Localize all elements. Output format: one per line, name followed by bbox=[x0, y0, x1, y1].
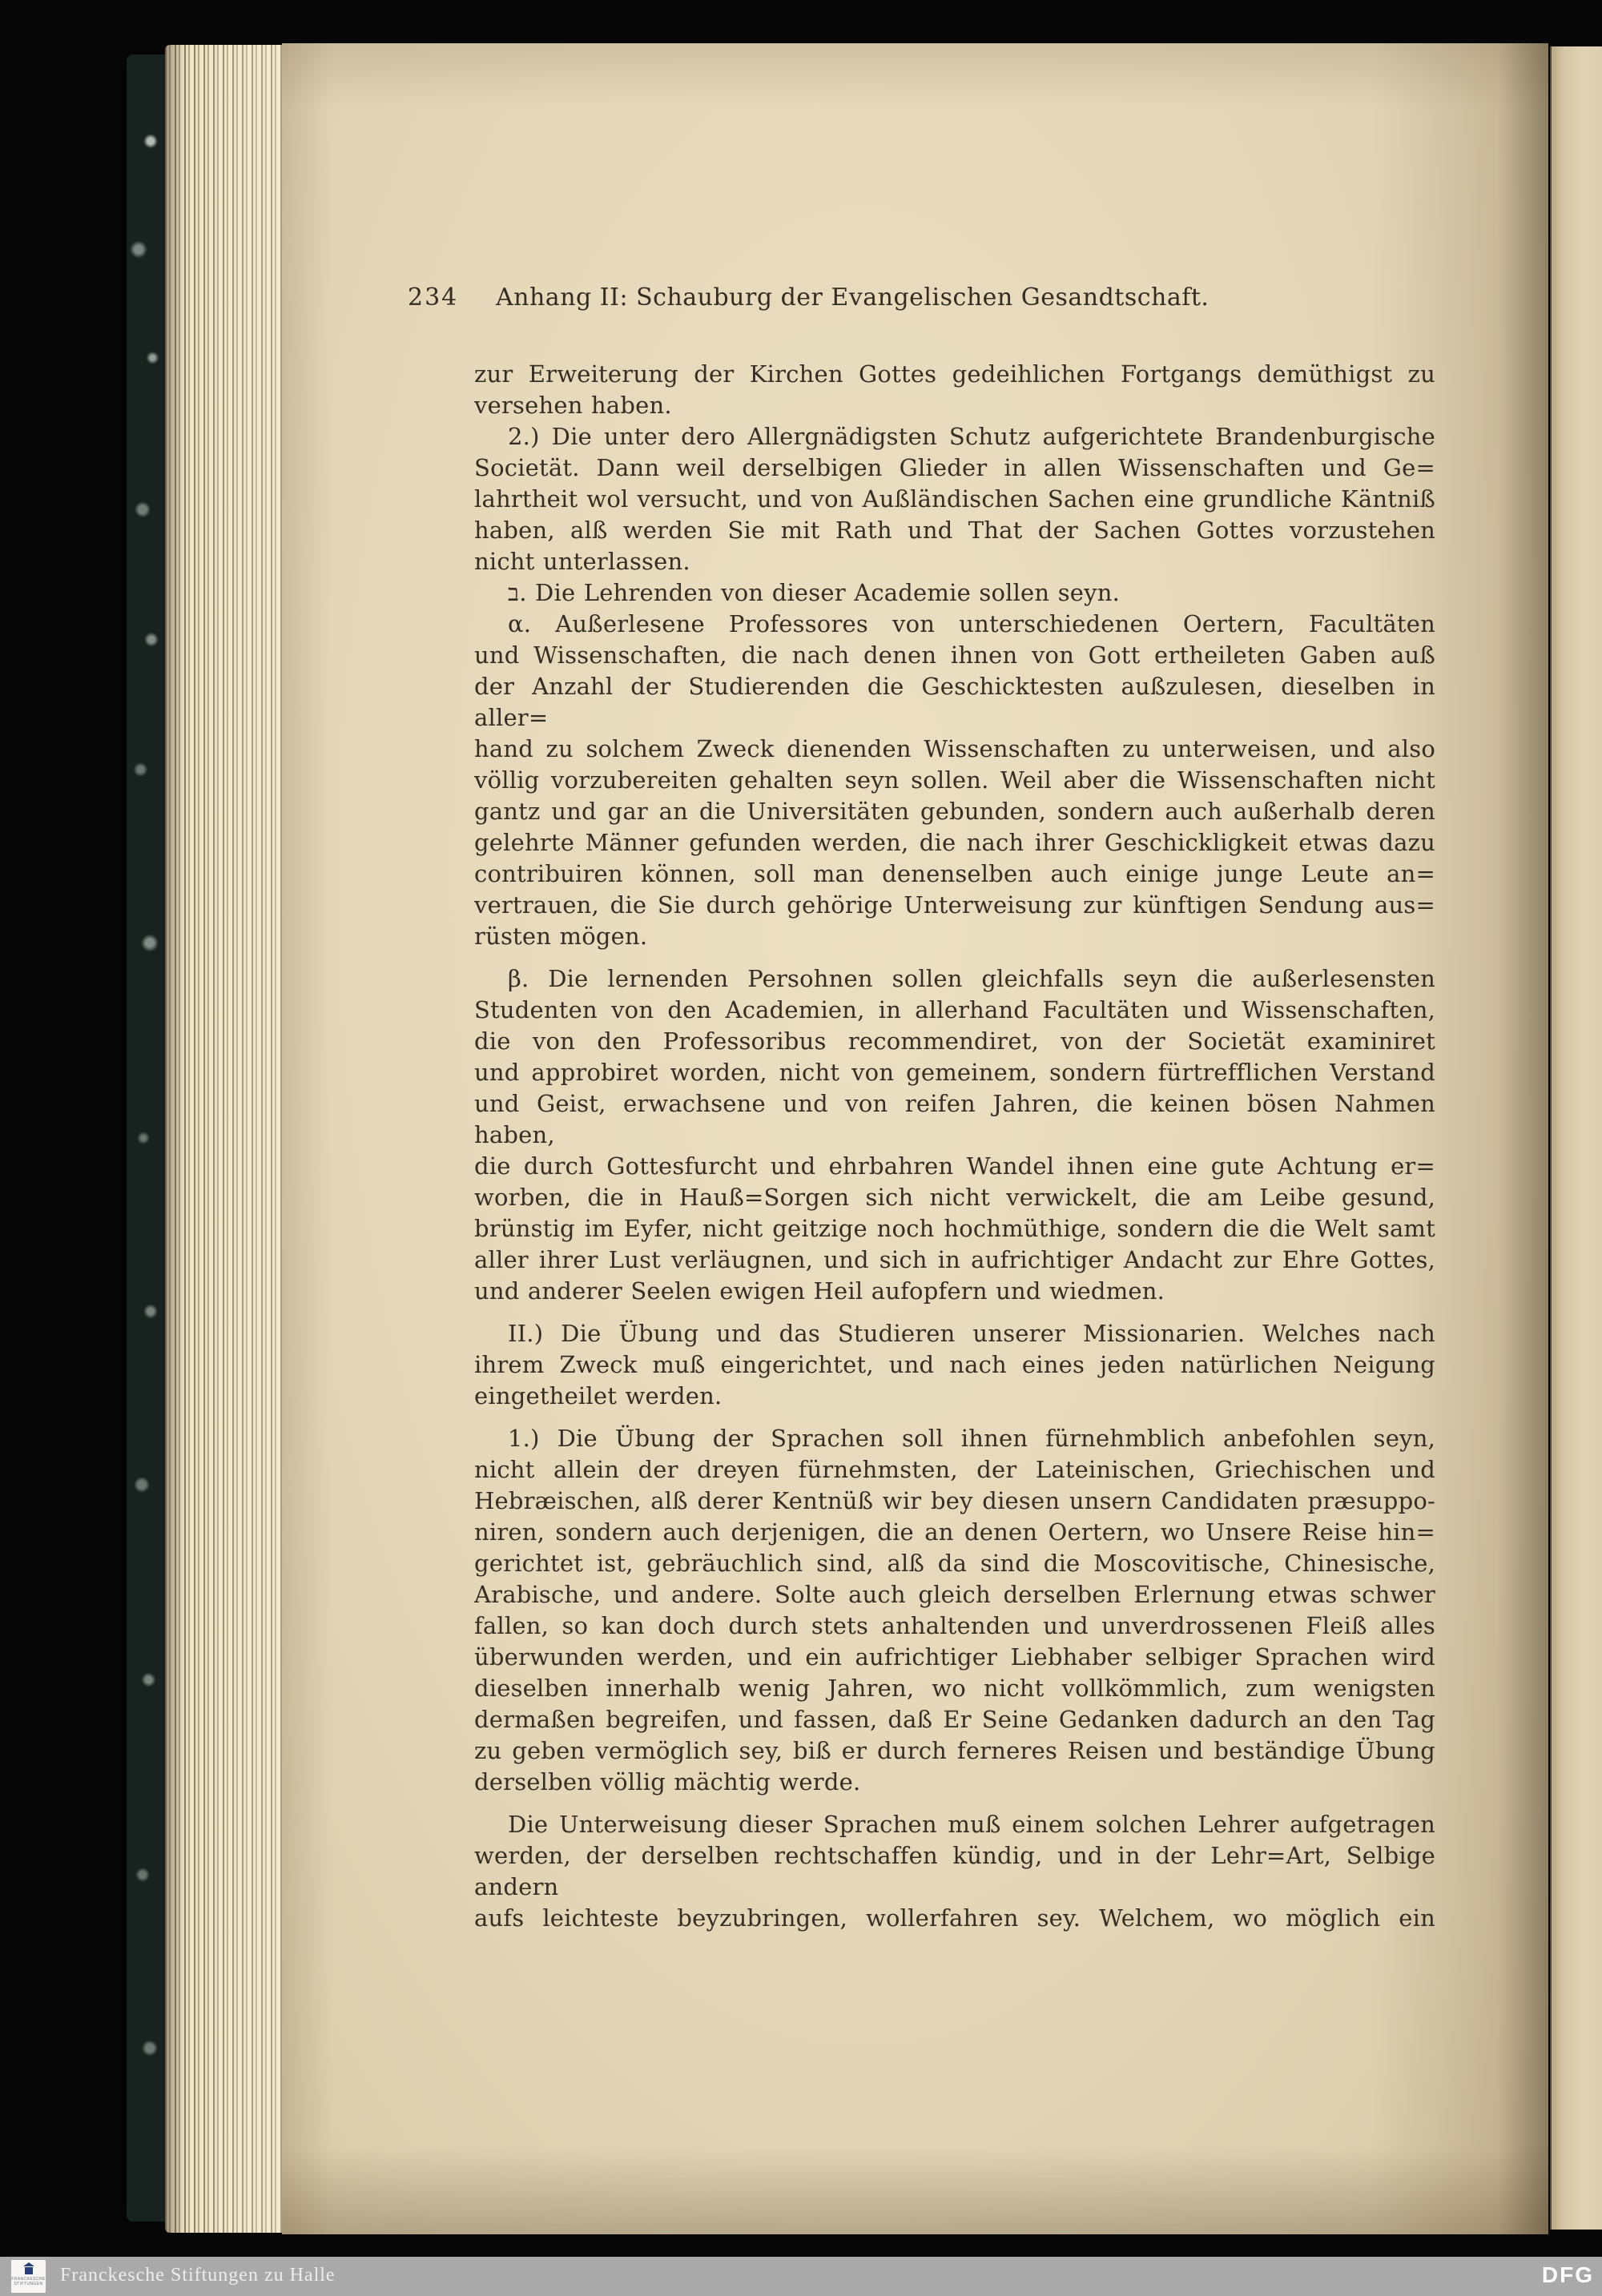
text-line: contribuiren können, soll man denenselben auch einige junge Leute an= bbox=[474, 860, 1435, 887]
text-line: zur Erweiterung der Kirchen Gottes gedeihlichen Fortgangs demüthigst zu bbox=[474, 360, 1435, 388]
text-line: 2.) Die unter dero Allergnädigsten Schutz aufgerichtete Brandenburgische bbox=[508, 423, 1435, 450]
text-line: Hebræischen, alß derer Kentnüß wir bey diesen unsern Candidaten præsuppo- bbox=[474, 1487, 1435, 1514]
text-line: und Geist, erwachsene und von reifen Jahren, die keinen bösen Nahmen haben, bbox=[474, 1090, 1435, 1148]
text-line: β. Die lernenden Persohnen sollen gleichfalls seyn die außerlesensten bbox=[508, 965, 1435, 992]
text-line: die von den Professoribus recommendiret, von der Societät examiniret bbox=[474, 1027, 1435, 1055]
institution-name: Franckesche Stiftungen zu Halle bbox=[60, 2265, 336, 2286]
text-line: der Anzahl der Studierenden die Geschicktesten außzulesen, dieselben in aller= bbox=[474, 673, 1435, 731]
text-line: aller ihrer Lust verläugnen, und sich in aufrichtiger Andacht zur Ehre Gottes, bbox=[474, 1246, 1435, 1273]
text-line: aufs leichteste beyzubringen, wollerfahren sey. Welchem, wo möglich ein bbox=[474, 1904, 1435, 1932]
text-line: völlig vorzubereiten gehalten seyn sollen. Weil aber die Wissenschaften nicht bbox=[474, 766, 1435, 794]
text-line: dermaßen begreifen, und fassen, daß Er Seine Gedanken dadurch an den Tag bbox=[474, 1706, 1435, 1733]
text-line: 1.) Die Übung der Sprachen soll ihnen fürnehmblich anbefohlen seyn, bbox=[508, 1425, 1435, 1452]
body-text bbox=[474, 359, 1435, 1934]
page-edge-stack bbox=[165, 45, 282, 2233]
text-line: und anderer Seelen ewigen Heil aufopfern und wiedmen. bbox=[474, 1277, 1165, 1305]
book-page bbox=[282, 43, 1548, 2234]
page-number: 234 bbox=[408, 283, 459, 312]
paragraph bbox=[474, 359, 1435, 421]
text-line: gerichtet ist, gebräuchlich sind, alß da sind die Moscovitische, Chinesische, bbox=[474, 1550, 1435, 1577]
text-line: ihrem Zweck muß eingerichtet, und nach eines jeden natürlichen Neigung bbox=[474, 1351, 1435, 1378]
text-line: lahrtheit wol versucht, und von Außländischen Sachen eine grundliche Käntniß bbox=[474, 485, 1435, 513]
text-line: niren, sondern auch derjenigen, die an denen Oertern, wo Unsere Reise hin= bbox=[474, 1518, 1435, 1546]
dfg-logo: DFG bbox=[1541, 2262, 1594, 2287]
text-line: gantz und gar an die Universitäten gebunden, sondern auch außerhalb deren bbox=[474, 798, 1435, 825]
paragraph bbox=[474, 1318, 1435, 1412]
text-line: fallen, so kan doch durch stets anhaltenden und unverdrossenen Fleiß alles bbox=[474, 1612, 1435, 1639]
text-line: zu geben vermöglich sey, biß er durch ferneres Reisen und beständige Übung bbox=[474, 1737, 1435, 1764]
text-line: hand zu solchem Zweck dienenden Wissenschaften zu unterweisen, und also bbox=[474, 735, 1435, 762]
text-line: Die Unterweisung dieser Sprachen muß einem solchen Lehrer aufgetragen bbox=[508, 1811, 1435, 1838]
text-line: Societät. Dann weil derselbigen Glieder in allen Wissenschaften und Ge= bbox=[474, 454, 1435, 481]
text-line: ב. Die Lehrenden von dieser Academie sollen seyn. bbox=[508, 579, 1121, 606]
text-line: nicht unterlassen. bbox=[474, 548, 690, 575]
text-line: II.) Die Übung und das Studieren unserer Missionarien. Welches nach bbox=[508, 1320, 1435, 1347]
footer-bar bbox=[0, 2257, 1602, 2296]
text-line: α. Außerlesene Professores von unterschiedenen Oertern, Facultäten bbox=[508, 610, 1435, 637]
text-line: und Wissenschaften, die nach denen ihnen von Gott ertheileten Gaben auß bbox=[474, 641, 1435, 669]
text-line: die durch Gottesfurcht und ehrbahren Wandel ihnen eine gute Achtung er= bbox=[474, 1152, 1435, 1180]
text-line: Studenten von den Academien, in allerhand Facultäten und Wissenschaften, bbox=[474, 996, 1435, 1023]
text-line: versehen haben. bbox=[474, 392, 672, 419]
page-title: Anhang II: Schauburg der Evangelischen Gesandtschaft. bbox=[496, 283, 1210, 312]
text-line: vertrauen, die Sie durch gehörige Unterweisung zur künftigen Sendung aus= bbox=[474, 891, 1435, 919]
text-line: derselben völlig mächtig werde. bbox=[474, 1768, 861, 1795]
logo-text-line1: FRANCKESCHE bbox=[11, 2277, 46, 2282]
facing-page-edge bbox=[1550, 46, 1602, 2230]
emblem-icon bbox=[23, 2262, 34, 2275]
paragraph bbox=[474, 609, 1435, 952]
logo-text-line2: STIFTUNGEN bbox=[14, 2282, 43, 2286]
text-line: werden, der derselben rechtschaffen kündig, und in der Lehr=Art, Selbige andern bbox=[474, 1842, 1435, 1900]
paragraph bbox=[474, 421, 1435, 577]
text-line: überwunden werden, und ein aufrichtiger Liebhaber selbiger Sprachen wird bbox=[474, 1643, 1435, 1671]
text-line: nicht allein der dreyen fürnehmsten, der Lateinischen, Griechischen und bbox=[474, 1456, 1435, 1483]
franckesche-stiftungen-logo bbox=[11, 2260, 46, 2293]
text-line: gelehrte Männer gefunden werden, die nach ihrer Geschickligkeit etwas dazu bbox=[474, 829, 1435, 856]
text-line: worben, die in Hauß=Sorgen sich nicht verwickelt, die am Leibe gesund, bbox=[474, 1184, 1435, 1211]
text-line: rüsten mögen. bbox=[474, 923, 648, 950]
paragraph bbox=[474, 1423, 1435, 1798]
paragraph bbox=[474, 577, 1435, 609]
text-line: und approbiret worden, nicht von gemeinem, sondern fürtrefflichen Verstand bbox=[474, 1059, 1435, 1086]
book-cover-marbled-edge bbox=[127, 54, 167, 2222]
text-line: haben, alß werden Sie mit Rath und That der Sachen Gottes vorzustehen bbox=[474, 517, 1435, 544]
paragraph bbox=[474, 963, 1435, 1307]
text-line: eingetheilet werden. bbox=[474, 1382, 723, 1409]
text-line: brünstig im Eyfer, nicht geitzige noch hochmüthige, sondern die die Welt samt bbox=[474, 1215, 1435, 1242]
text-line: Arabische, und andere. Solte auch gleich derselben Erlernung etwas schwer bbox=[474, 1581, 1435, 1608]
text-line: dieselben innerhalb wenig Jahren, wo nicht vollkömmlich, zum wenigsten bbox=[474, 1675, 1435, 1702]
paragraph bbox=[474, 1809, 1435, 1934]
